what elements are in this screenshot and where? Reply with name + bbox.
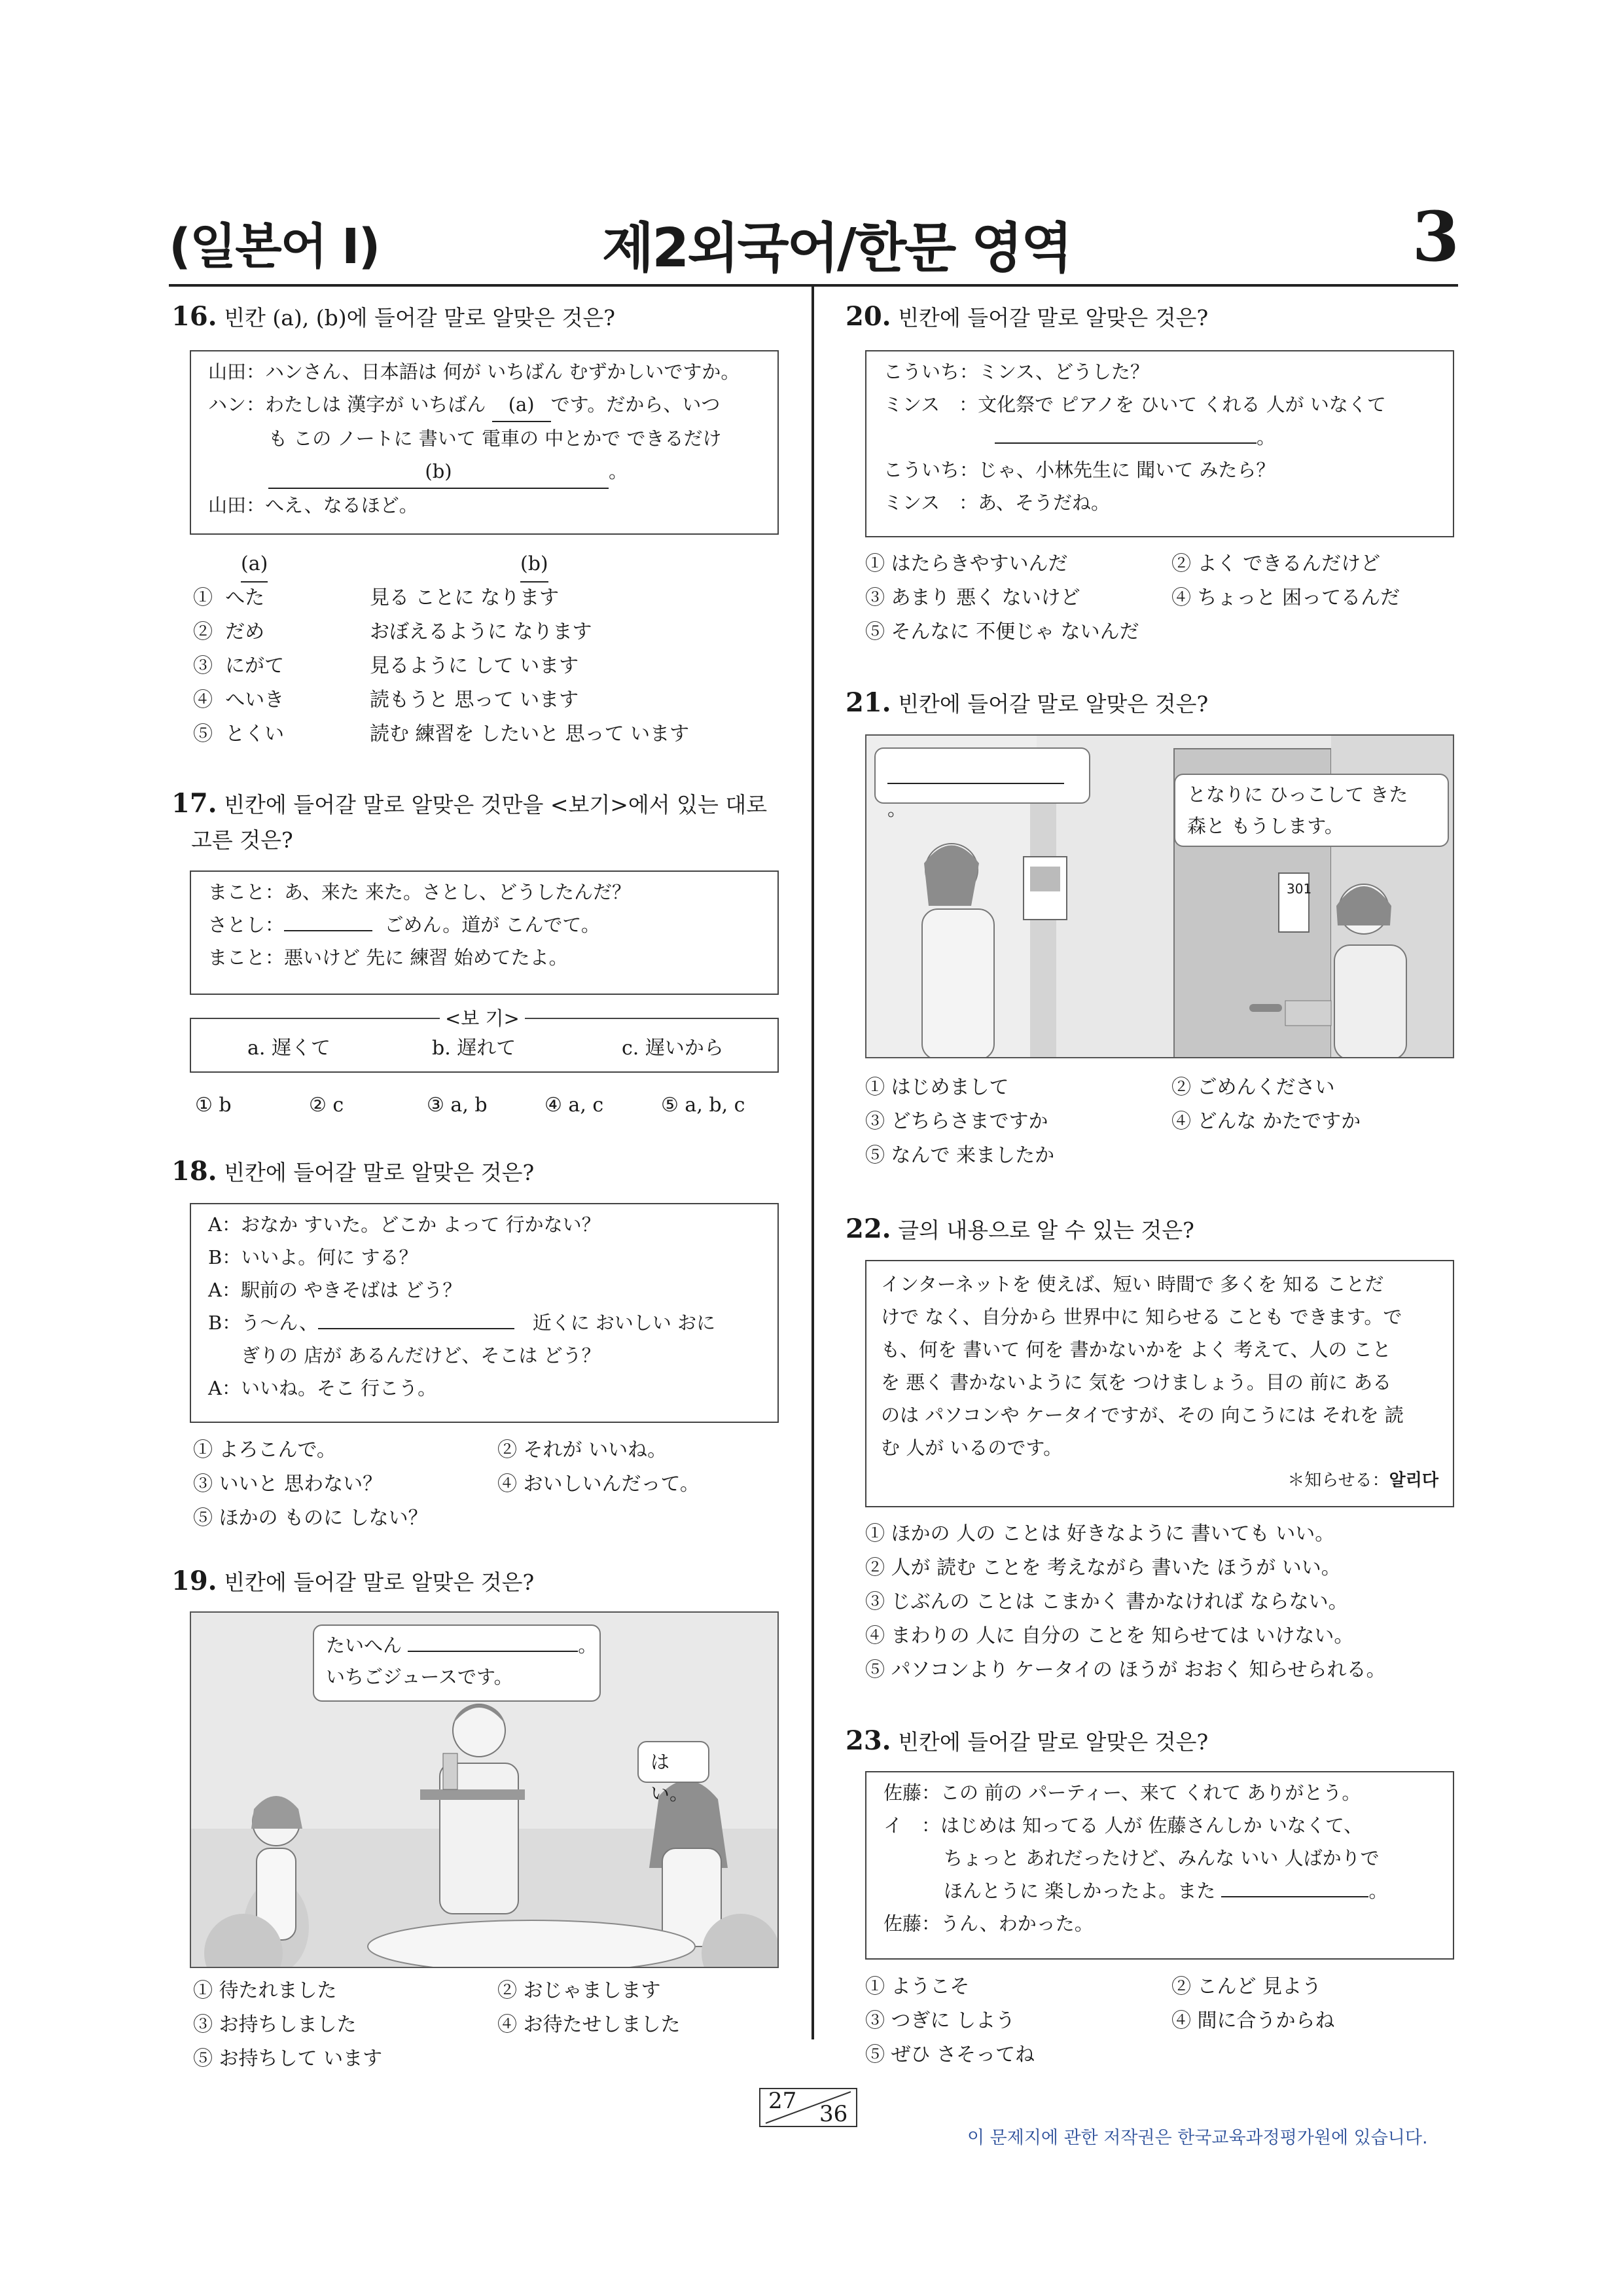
q16-option-3-b: 見るように して います bbox=[370, 655, 579, 677]
page-section-number: 3 bbox=[1412, 196, 1459, 277]
bogi-item-b: b. 遅れて bbox=[432, 1037, 516, 1060]
dialogue-text: ハン：わたしは 漢字が いちばん bbox=[208, 393, 486, 416]
dialogue-line: 山田：へえ、なるほど。 bbox=[208, 494, 418, 516]
q21-option-1[interactable]: ① はじめまして bbox=[865, 1076, 1009, 1099]
dialogue-text: 。 bbox=[609, 460, 628, 482]
question-text: 빈칸에 들어갈 말로 알맞은 것만을 <보기>에서 있는 대로 bbox=[224, 792, 768, 817]
dialogue-line: 佐藤：この 前の パーティー、来て くれて ありがとう。 bbox=[883, 1782, 1361, 1804]
passage-footnote: ＊知らせる：알리다 bbox=[1287, 1471, 1438, 1490]
q22-option-3[interactable]: ③ じぶんの ことは こまかく 書かなければ ならない。 bbox=[865, 1590, 1348, 1613]
passage-line: インターネットを 使えば、短い 時間で 多くを 知る ことだ bbox=[881, 1273, 1384, 1295]
speech-bubble-waiter: たいへん 。 いちごジュースです。 bbox=[313, 1624, 601, 1702]
question-text: 빈칸에 들어갈 말로 알맞은 것은? bbox=[224, 1570, 535, 1595]
dialogue-line: まこと：あ、来た 来た。さとし、どうしたんだ？ bbox=[208, 881, 632, 903]
dialogue-line: 佐藤：うん、わかった。 bbox=[883, 1912, 1094, 1935]
q17-option-4[interactable]: ④ a, c bbox=[544, 1094, 604, 1117]
q23-option-3[interactable]: ③ つぎに しよう bbox=[865, 2009, 1016, 2032]
passage-line: けで なく、自分から 世界中に 知らせる ことも できます。で bbox=[881, 1306, 1402, 1328]
question-number: 21. bbox=[846, 687, 891, 718]
dialogue-line: B：いいよ。何に する？ bbox=[208, 1246, 418, 1268]
q19-option-3[interactable]: ③ お持ちしました bbox=[193, 2013, 357, 2036]
question-20-prompt bbox=[846, 300, 1208, 335]
dialogue-line: こういち：ミンス、どうした？ bbox=[883, 361, 1150, 383]
question-number: 19. bbox=[171, 1566, 217, 1596]
q20-option-1[interactable]: ① はたらきやすいんだ bbox=[865, 552, 1068, 575]
q18-option-4[interactable]: ④ おいしいんだって。 bbox=[497, 1473, 700, 1496]
question-22-prompt bbox=[846, 1212, 1194, 1247]
blank-b: (b) bbox=[268, 455, 609, 489]
q22-option-4[interactable]: ④ まわりの 人に 自分の ことを 知らせては いけない。 bbox=[865, 1624, 1354, 1647]
bogi-item-a: a. 遅くて bbox=[247, 1037, 330, 1060]
question-number: 20. bbox=[846, 301, 891, 332]
q23-option-2[interactable]: ② こんど 見よう bbox=[1171, 1975, 1322, 1998]
q16-column-a-header: (a) bbox=[241, 547, 268, 583]
q16-option-4[interactable]: ④ へいき bbox=[193, 689, 285, 711]
question-number: 22. bbox=[846, 1213, 891, 1244]
dialogue-line bbox=[208, 455, 760, 489]
question-text: 빈칸 (a), (b)에 들어갈 말로 알맞은 것은? bbox=[224, 305, 615, 331]
question-18-prompt bbox=[171, 1155, 534, 1190]
q16-option-3[interactable]: ③ にがて bbox=[193, 655, 285, 677]
q18-option-2[interactable]: ② それが いいね。 bbox=[497, 1439, 668, 1462]
q20-dialogue-box bbox=[865, 350, 1454, 537]
subject-label: (일본어 I) bbox=[169, 219, 380, 275]
q17-option-2[interactable]: ② c bbox=[309, 1094, 344, 1117]
dialogue-line: まこと：悪いけど 先に 練習 始めてたよ。 bbox=[208, 946, 568, 969]
dialogue-line: B：う～ん、 近くに おいしい おに bbox=[208, 1312, 716, 1334]
q16-option-2[interactable]: ② だめ bbox=[193, 620, 265, 643]
question-text: 글의 내용으로 알 수 있는 것은? bbox=[898, 1217, 1194, 1243]
bogi-item-c: c. 遅いから bbox=[622, 1037, 724, 1060]
q18-dialogue-box bbox=[190, 1203, 779, 1423]
question-number: 17. bbox=[171, 788, 217, 819]
q20-option-5[interactable]: ⑤ そんなに 不便じゃ ないんだ bbox=[865, 620, 1139, 643]
q18-option-1[interactable]: ① よろこんで。 bbox=[193, 1439, 336, 1462]
q17-option-3[interactable]: ③ a, b bbox=[427, 1094, 488, 1117]
question-16-prompt bbox=[171, 300, 615, 335]
q19-option-1[interactable]: ① 待たれました bbox=[193, 1979, 337, 2002]
q22-option-5[interactable]: ⑤ パソコンより ケータイの ほうが おおく 知らせられる。 bbox=[865, 1659, 1386, 1681]
q18-option-3[interactable]: ③ いいと 思わない？ bbox=[193, 1473, 383, 1496]
question-19-prompt bbox=[171, 1564, 534, 1600]
q16-dialogue-box bbox=[190, 350, 779, 535]
q19-option-5[interactable]: ⑤ お持ちして います bbox=[193, 2047, 383, 2070]
blank-a: (a) bbox=[492, 388, 551, 422]
dialogue-line: A：おなか すいた。どこか よって 行かない？ bbox=[208, 1213, 601, 1236]
q16-column-b-header: (b) bbox=[520, 547, 548, 583]
dialogue-line: A：いいね。そこ 行こう。 bbox=[208, 1377, 437, 1399]
question-21-prompt bbox=[846, 686, 1208, 721]
q17-option-1[interactable]: ① b bbox=[195, 1094, 232, 1117]
dialogue-line: さとし： ごめん。道が こんでて。 bbox=[208, 914, 600, 936]
q22-passage-box bbox=[865, 1260, 1454, 1507]
page-title: 제2외국어/한문 영역 bbox=[602, 217, 1071, 279]
q16-option-1[interactable]: ① へた bbox=[193, 586, 265, 609]
q19-option-4[interactable]: ④ お待たせしました bbox=[497, 2013, 681, 2036]
q20-option-3[interactable]: ③ あまり 悪く ないけど bbox=[865, 586, 1080, 609]
column-divider bbox=[812, 285, 814, 2039]
question-text: 빈칸에 들어갈 말로 알맞은 것은? bbox=[898, 305, 1209, 331]
dialogue-line: 山田：ハンさん、日本語は 何が いちばん むずかしいですか。 bbox=[208, 361, 740, 383]
q17-option-5[interactable]: ⑤ a, b, c bbox=[661, 1094, 745, 1117]
dialogue-line: A：駅前の やきそばは どう？ bbox=[208, 1279, 462, 1301]
door-number-plate: 301 bbox=[1287, 881, 1312, 897]
dialogue-line: ほんとうに 楽しかったよ。また 。 bbox=[944, 1880, 1388, 1902]
passage-line: も、何を 書いて 何を 書かないかを よく 考えて、人の こと bbox=[881, 1338, 1391, 1361]
page-total: 36 bbox=[819, 2101, 848, 2127]
q16-option-5[interactable]: ⑤ とくい bbox=[193, 723, 285, 745]
q20-option-2[interactable]: ② よく できるんだけど bbox=[1171, 552, 1381, 575]
q21-option-5[interactable]: ⑤ なんで 来ましたか bbox=[865, 1144, 1055, 1167]
q23-option-4[interactable]: ④ 間に合うからね bbox=[1171, 2009, 1335, 2032]
q21-option-4[interactable]: ④ どんな かたですか bbox=[1171, 1110, 1361, 1133]
question-23-prompt bbox=[846, 1724, 1208, 1759]
q16-option-4-b: 読もうと 思って います bbox=[370, 689, 579, 711]
dialogue-line: 。 bbox=[883, 421, 1436, 454]
page-number-box bbox=[759, 2088, 857, 2127]
q22-option-1[interactable]: ① ほかの 人の ことは 好きなように 書いても いい。 bbox=[865, 1522, 1335, 1545]
q21-option-2[interactable]: ② ごめんください bbox=[1171, 1076, 1335, 1099]
q16-option-2-b: おぼえるように なります bbox=[370, 620, 592, 643]
dialogue-line: ミンス ：文化祭で ピアノを ひいて くれる 人が いなくて bbox=[883, 393, 1386, 416]
q19-illustration bbox=[190, 1611, 779, 1968]
question-number: 16. bbox=[171, 301, 217, 332]
bogi-title: <보 기> bbox=[440, 1005, 525, 1031]
passage-line: む 人が いるのです。 bbox=[881, 1437, 1063, 1459]
dialogue-line: も この ノートに 書いて 電車の 中とかで できるだけ bbox=[268, 427, 722, 450]
q23-option-1[interactable]: ① ようこそ bbox=[865, 1975, 970, 1998]
page-current: 27 bbox=[768, 2088, 797, 2114]
question-text: 빈칸에 들어갈 말로 알맞은 것은? bbox=[898, 1729, 1209, 1755]
question-text: 빈칸에 들어갈 말로 알맞은 것은? bbox=[224, 1160, 535, 1185]
q23-option-5[interactable]: ⑤ ぜひ さそってね bbox=[865, 2043, 1035, 2066]
question-text: 빈칸에 들어갈 말로 알맞은 것은? bbox=[898, 691, 1209, 717]
dialogue-line: ぎりの 店が あるんだけど、そこは どう？ bbox=[241, 1344, 601, 1367]
copyright-notice: 이 문제지에 관한 저작권은 한국교육과정평가원에 있습니다. bbox=[967, 2128, 1428, 2148]
q23-dialogue-box bbox=[865, 1771, 1454, 1960]
passage-line: のは パソコンや ケータイですが、その 向こうには それを 読 bbox=[881, 1404, 1404, 1426]
q19-option-2[interactable]: ② おじゃまします bbox=[497, 1979, 661, 2002]
question-number: 18. bbox=[171, 1156, 217, 1187]
speech-bubble-customer: はい。 bbox=[637, 1741, 709, 1783]
q22-option-2[interactable]: ② 人が 読む ことを 考えながら 書いた ほうが いい。 bbox=[865, 1556, 1341, 1579]
question-17-prompt bbox=[171, 787, 767, 822]
speech-bubble-resident: 。 bbox=[874, 747, 1090, 804]
q20-option-4[interactable]: ④ ちょっと 困ってるんだ bbox=[1171, 586, 1400, 609]
dialogue-line: こういち：じゃ、小林先生に 聞いて みたら？ bbox=[883, 459, 1275, 481]
speech-bubble-visitor: となりに ひっこして きた 森と もうします。 bbox=[1174, 774, 1449, 847]
q21-option-3[interactable]: ③ どちらさまですか bbox=[865, 1110, 1048, 1133]
dialogue-line: イ ：はじめは 知ってる 人が 佐藤さんしか いなくて、 bbox=[883, 1814, 1363, 1837]
question-number: 23. bbox=[846, 1725, 891, 1756]
question-17-prompt-cont: 고른 것은? bbox=[191, 827, 293, 853]
passage-line: を 悪く 書かないように 気を つけましょう。目の 前に ある bbox=[881, 1371, 1392, 1393]
q16-option-5-b: 読む 練習を したいと 思って います bbox=[370, 723, 690, 745]
dialogue-line: ちょっと あれだったけど、みんな いい 人ばかりで bbox=[944, 1847, 1380, 1869]
dialogue-line: ミンス ：あ、そうだね。 bbox=[883, 492, 1110, 514]
dialogue-line bbox=[208, 388, 760, 422]
q18-option-5[interactable]: ⑤ ほかの ものに しない？ bbox=[193, 1507, 428, 1530]
dialogue-text: です。だから、いつ bbox=[550, 393, 721, 416]
q17-dialogue-box bbox=[190, 870, 779, 995]
q21-illustration bbox=[865, 734, 1454, 1058]
q16-option-1-b: 見る ことに なります bbox=[370, 586, 560, 609]
